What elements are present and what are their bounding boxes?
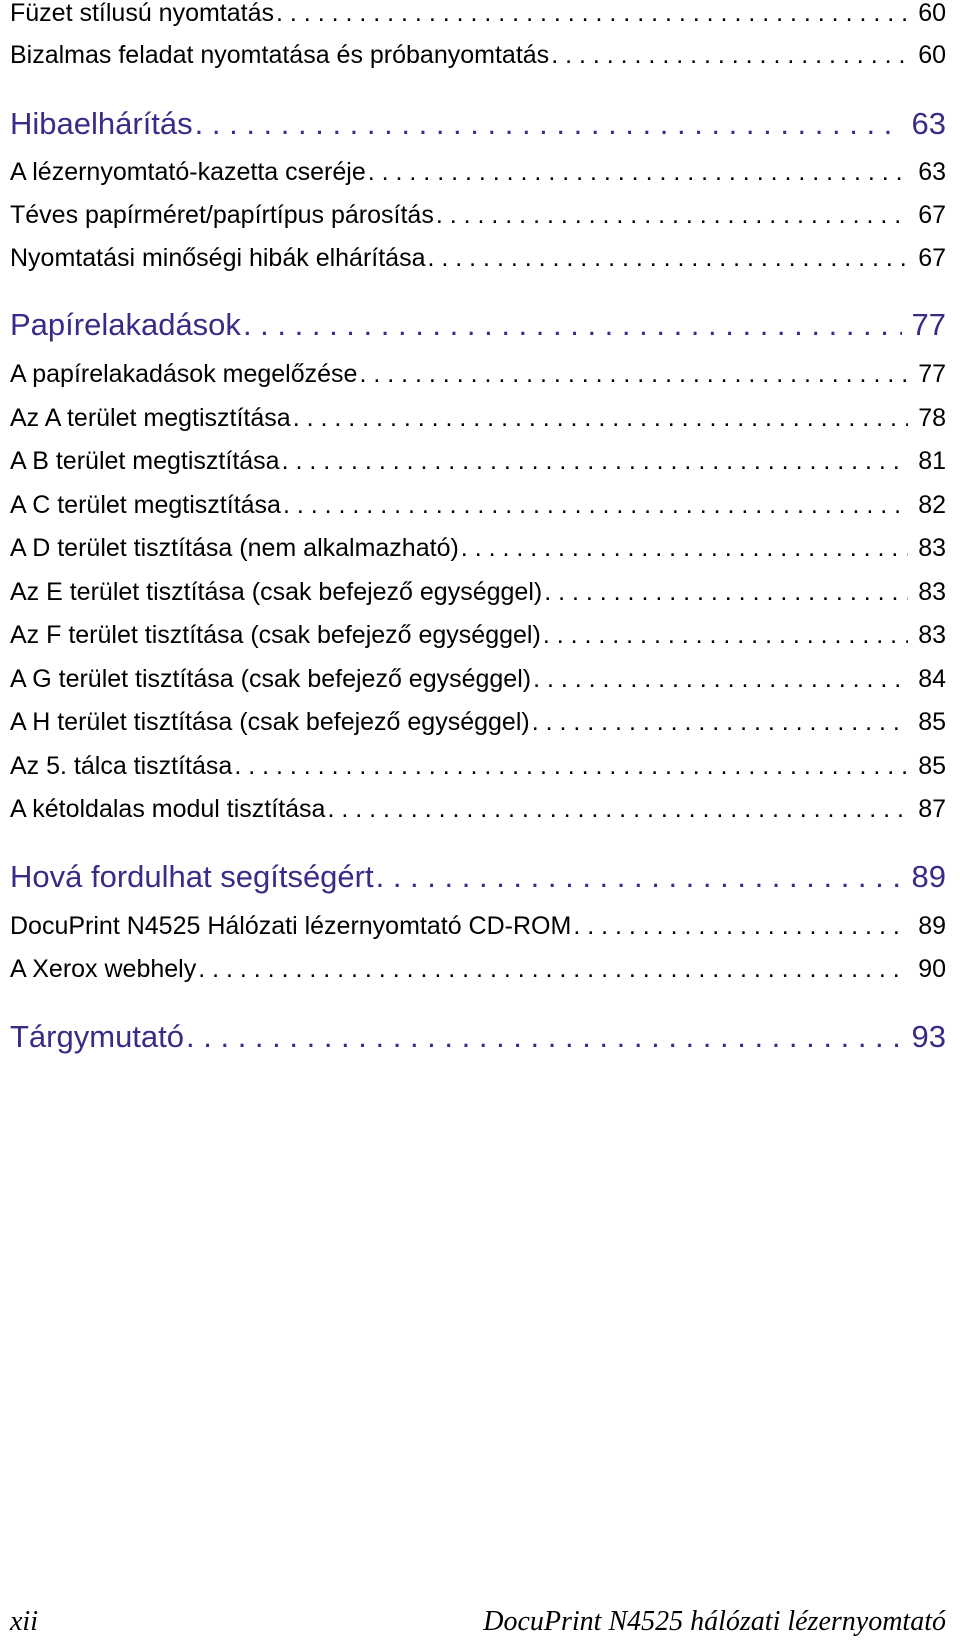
toc-entry-page: 67 — [918, 201, 946, 229]
dot-leader — [573, 904, 908, 948]
toc-entry[interactable] — [10, 904, 946, 948]
toc-entry-title: A lézernyomtató-kazetta cseréje — [10, 158, 366, 186]
toc-entry-title: A D terület tisztítása (nem alkalmazható) — [10, 534, 459, 562]
toc-entry-title: Bizalmas feladat nyomtatása és próbanyomtatás — [10, 41, 550, 69]
toc-entry-page: 90 — [918, 955, 946, 983]
dot-leader — [359, 352, 908, 396]
toc-chapter-page: 89 — [911, 859, 946, 894]
toc-entry-title: DocuPrint N4525 Hálózati lézernyomtató CD-ROM — [10, 912, 572, 940]
toc-chapter-page: 77 — [911, 307, 946, 342]
dot-leader — [234, 744, 908, 788]
toc-entry-page: 83 — [918, 534, 946, 562]
dot-leader — [276, 0, 908, 35]
toc-entry[interactable] — [10, 150, 946, 194]
toc-entry[interactable] — [10, 947, 946, 991]
toc-entry[interactable] — [10, 657, 946, 701]
toc-entry-page: 83 — [918, 621, 946, 649]
toc-entry-page: 67 — [918, 244, 946, 272]
toc-entry[interactable] — [10, 396, 946, 440]
toc-entry[interactable] — [10, 787, 946, 831]
toc-entry-title: Az A terület megtisztítása — [10, 404, 291, 432]
toc-entry-title: A H terület tisztítása (csak befejező egységgel) — [10, 708, 530, 736]
dot-leader — [368, 150, 908, 194]
toc-entry-page: 83 — [918, 578, 946, 606]
dot-leader — [544, 570, 908, 614]
toc-entry[interactable] — [10, 33, 946, 77]
toc-chapter-title: Papírelakadások — [10, 307, 241, 342]
toc-entry-page: 77 — [918, 360, 946, 388]
toc-entry[interactable] — [10, 0, 946, 35]
toc-chapter-title: Hová fordulhat segítségért — [10, 859, 374, 894]
toc-entry-title: A papírelakadások megelőzése — [10, 360, 358, 388]
toc-chapter-page: 63 — [911, 106, 946, 141]
toc-entry-page: 60 — [918, 0, 946, 27]
toc-entry[interactable] — [10, 700, 946, 744]
toc-entry-page: 87 — [918, 795, 946, 823]
dot-leader — [293, 396, 908, 440]
toc-chapter[interactable] — [10, 299, 946, 351]
footer-page-number: xii — [10, 1606, 38, 1637]
toc-entry-page: 85 — [918, 708, 946, 736]
toc-entry-title: Téves papírméret/papírtípus párosítás — [10, 201, 434, 229]
toc-entry-page: 84 — [918, 665, 946, 693]
dot-leader — [436, 193, 908, 237]
toc-entry-page: 89 — [918, 912, 946, 940]
toc-entry-page: 60 — [918, 41, 946, 69]
toc-chapter[interactable] — [10, 98, 946, 150]
toc-entry-title: Az 5. tálca tisztítása — [10, 752, 233, 780]
toc-entry-page: 63 — [918, 158, 946, 186]
toc-chapter[interactable] — [10, 1011, 946, 1063]
dot-leader — [376, 851, 902, 903]
dot-leader — [243, 299, 902, 351]
toc-entry[interactable] — [10, 570, 946, 614]
dot-leader — [461, 526, 908, 570]
toc-entry[interactable] — [10, 744, 946, 788]
toc-entry-title: A B terület megtisztítása — [10, 447, 280, 475]
dot-leader — [198, 947, 908, 991]
toc-entry[interactable] — [10, 193, 946, 237]
dot-leader — [195, 98, 902, 150]
toc-entry-title: Az E terület tisztítása (csak befejező egységgel) — [10, 578, 543, 606]
toc-entry-page: 78 — [918, 404, 946, 432]
toc-entry[interactable] — [10, 526, 946, 570]
toc-entry-title: Az F terület tisztítása (csak befejező egységgel) — [10, 621, 541, 649]
toc-entry[interactable] — [10, 352, 946, 396]
dot-leader — [186, 1011, 902, 1063]
dot-leader — [427, 236, 908, 280]
dot-leader — [532, 700, 908, 744]
dot-leader — [533, 657, 908, 701]
toc-entry-title: Füzet stílusú nyomtatás — [10, 0, 275, 27]
toc-chapter-title: Tárgymutató — [10, 1019, 185, 1054]
toc-entry-title: A kétoldalas modul tisztítása — [10, 795, 326, 823]
toc-entry-title: A C terület megtisztítása — [10, 491, 281, 519]
toc-chapter-page: 93 — [911, 1019, 946, 1054]
footer-product-title: DocuPrint N4525 hálózati lézernyomtató — [483, 1606, 946, 1637]
toc-entry-page: 81 — [918, 447, 946, 475]
dot-leader — [327, 787, 908, 831]
toc-entry-page: 82 — [918, 491, 946, 519]
toc-entry[interactable] — [10, 613, 946, 657]
toc-entry[interactable] — [10, 439, 946, 483]
toc-entry[interactable] — [10, 483, 946, 527]
dot-leader — [551, 33, 908, 77]
dot-leader — [282, 439, 909, 483]
dot-leader — [543, 613, 908, 657]
dot-leader — [283, 483, 908, 527]
toc-chapter-title: Hibaelhárítás — [10, 106, 193, 141]
toc-entry-title: Nyomtatási minőségi hibák elhárítása — [10, 244, 426, 272]
toc-entry-title: A G terület tisztítása (csak befejező egységgel) — [10, 665, 532, 693]
toc-entry-page: 85 — [918, 752, 946, 780]
toc-entry-title: A Xerox webhely — [10, 955, 197, 983]
toc-entry[interactable] — [10, 236, 946, 280]
page-footer — [10, 1598, 946, 1638]
toc-chapter[interactable] — [10, 851, 946, 903]
